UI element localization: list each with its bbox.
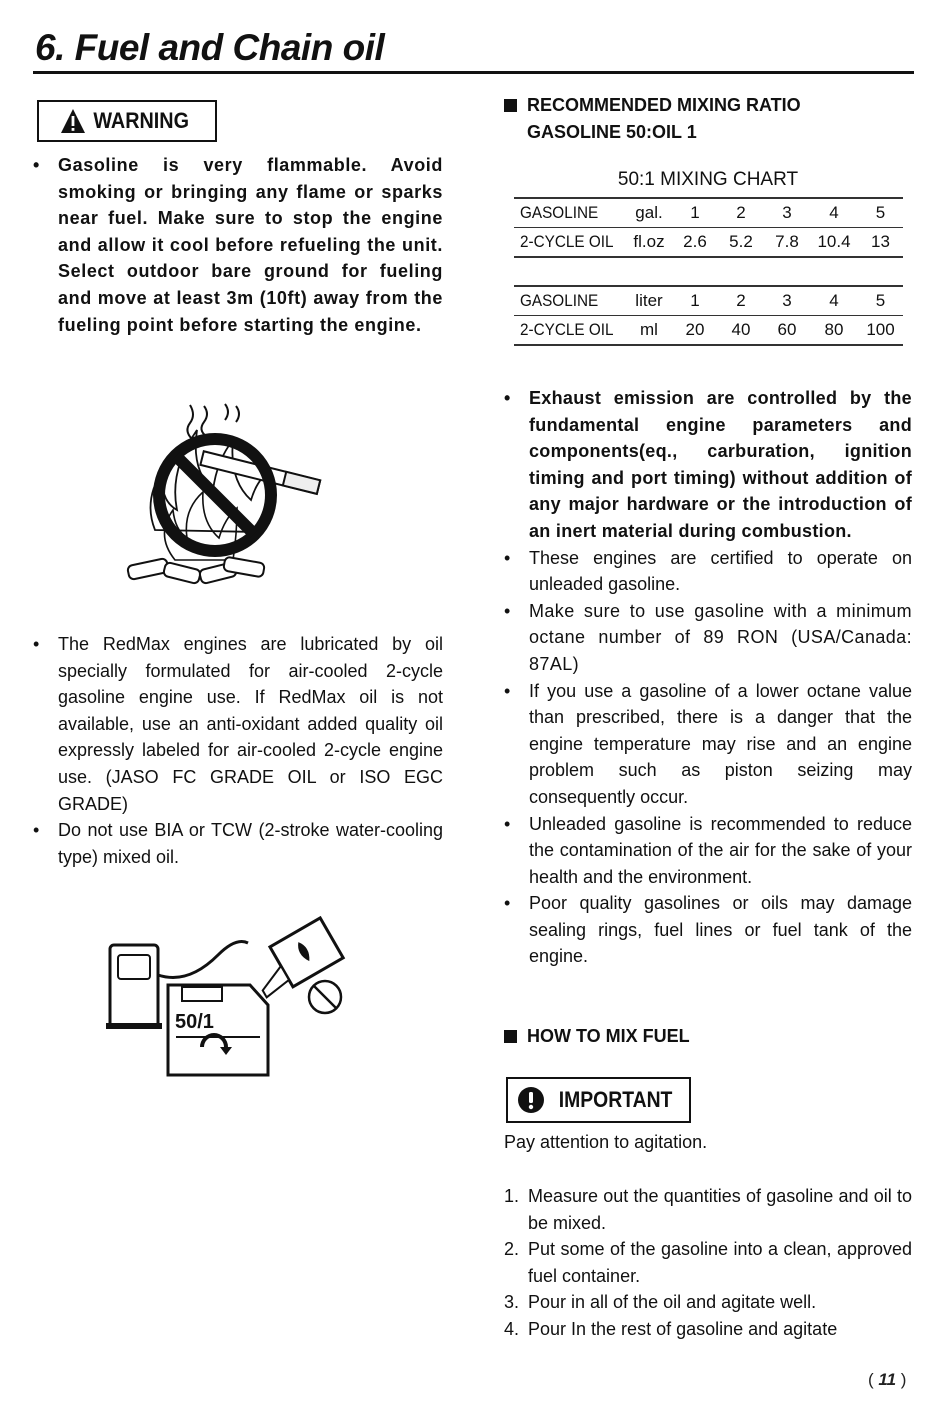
oil-note-bullet: • The RedMax engines are lubricated by oil specially formulated for air-cooled 2-cycle gasoline engine use. If RedMax oil is not available, use an anti-oxidant added quality oil expressly labeled for air-cooled 2-cycle engine use. (JASO FC GRADE OIL or ISO EGC GRADE): [33, 631, 443, 817]
how-to-mix-heading: HOW TO MIX FUEL: [504, 1023, 912, 1050]
engine-note-bullet: • If you use a gasoline of a lower octane value than prescribed, there is a danger that the engine temperature may rise and an engine problem such as piston seizing may consequently occur.: [504, 678, 912, 811]
oil-notes: [33, 631, 443, 870]
mixing-heading-line2: GASOLINE 50:OIL 1: [527, 122, 697, 142]
no-fire-icon: [120, 400, 330, 590]
step-item: 1. Measure out the quantities of gasoline and oil to be mixed.: [504, 1186, 912, 1233]
warning-bullet: • Gasoline is very flammable. Avoid smoking or bringing any flame or sparks near fuel. Make sure to stop the engine and allow it cool before refueling the unit. Select outdoor bare ground for fueling and move at least 3m (10ft) away from the fueling point before starting the engine.: [33, 152, 443, 338]
step-item: 3. Pour in all of the oil and agitate well.: [504, 1292, 817, 1313]
section-square-icon: [504, 1030, 517, 1043]
warning-label: WARNING: [93, 108, 189, 133]
mixing-steps: [504, 1183, 912, 1343]
mixing-ratio-heading: [504, 92, 912, 146]
engine-notes: [504, 385, 912, 970]
exclamation-circle-icon: [517, 1086, 545, 1114]
table-row: GASOLINE liter 1 2 3 4 5: [514, 286, 903, 316]
section-square-icon: [504, 99, 517, 112]
fuel-can-mixing-illustration: [100, 915, 360, 1085]
oil-note-bullet: • Do not use BIA or TCW (2-stroke water-cooling type) mixed oil.: [33, 817, 443, 870]
svg-text:50/1: 50/1: [175, 1011, 214, 1033]
title-divider: [33, 71, 914, 74]
warning-label-box: [37, 100, 217, 142]
mixing-chart-title: 50:1 MIXING CHART: [617, 169, 799, 190]
engine-note-bullet: • These engines are certified to operate on unleaded gasoline.: [504, 545, 912, 598]
fuel-can-icon: [100, 915, 360, 1085]
no-smoking-no-fire-illustration: [120, 400, 330, 590]
warning-triangle-icon: [60, 108, 86, 134]
warning-text: [33, 152, 443, 338]
table-row: 2-CYCLE OIL fl.oz 2.6 5.2 7.8 10.4 13: [514, 228, 903, 258]
table-row: 2-CYCLE OIL ml 20 40 60 80 100: [514, 316, 903, 346]
table-row: GASOLINE gal. 1 2 3 4 5: [514, 198, 903, 228]
engine-note-bullet: • Make sure to use gasoline with a minimum octane number of 89 RON (USA/Canada: 87AL): [504, 598, 912, 678]
engine-note-bullet: • Unleaded gasoline is recommended to reduce the contamination of the air for the sake of your health and the environment.: [504, 811, 912, 891]
mixing-table-imperial: [514, 197, 903, 258]
page-title: 6. Fuel and Chain oil: [35, 27, 385, 68]
step-item: 4. Pour In the rest of gasoline and agitate: [504, 1318, 838, 1339]
step-item: 2. Put some of the gasoline into a clean, approved fuel container.: [504, 1239, 912, 1286]
emission-note-bullet: • Exhaust emission are controlled by the fundamental engine parameters and components(eq., carburation, ignition timing and port timing) without addition of any major hardware or the introduction of an inert material during combustion.: [504, 385, 912, 545]
engine-note-bullet: • Poor quality gasolines or oils may damage sealing rings, fuel lines or fuel tank of the engine.: [504, 890, 912, 970]
page-number: ( 11 ): [868, 1370, 907, 1389]
important-label: IMPORTANT: [558, 1087, 673, 1112]
mixing-heading-line1: RECOMMENDED MIXING RATIO: [527, 95, 801, 115]
mixing-table-metric: [514, 285, 903, 346]
important-label-box: [506, 1077, 691, 1123]
important-text: Pay attention to agitation.: [504, 1132, 708, 1152]
